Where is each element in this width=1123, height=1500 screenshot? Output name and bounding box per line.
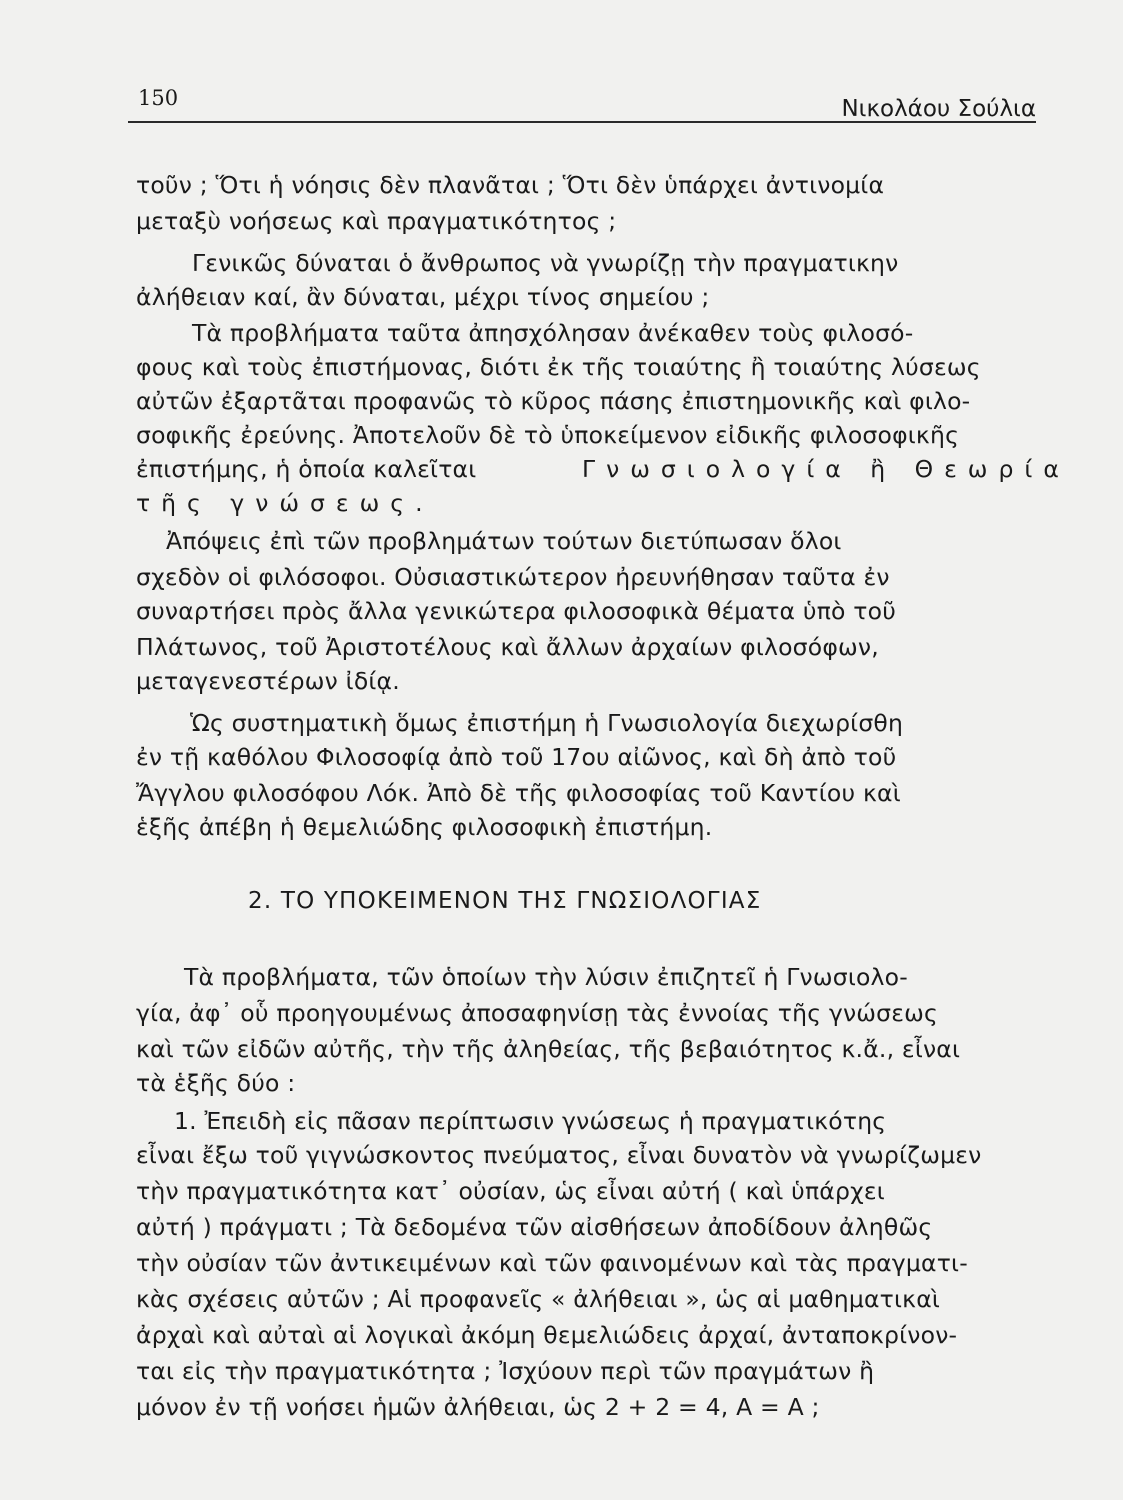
text-line: τὴν πραγματικότητα κατ᾽ οὐσίαν, ὡς εἶναι αὐτή ( καὶ ὑπάρχει [136, 1177, 885, 1205]
text-line: φους καὶ τοὺς ἐπιστήμονας, διότι ἐκ τῆς τοιαύτης ἢ τοιαύτης λύσεως [136, 353, 981, 381]
text-line: κὰς σχέσεις αὐτῶν ; Αἱ προφανεῖς « ἀλήθειαι », ὡς αἱ μαθηματικαὶ [136, 1285, 941, 1313]
text-line: γία, ἀφ᾽ οὗ προηγουμένως ἀποσαφηνίσῃ τὰς ἐννοίας τῆς γνώσεως [136, 999, 939, 1027]
text-line: αὐτή ) πράγματι ; Τὰ δεδομένα τῶν αἰσθήσεων ἀποδίδουν ἀληθῶς [136, 1213, 933, 1241]
text-line: Τὰ προβλήματα ταῦτα ἀπησχόλησαν ἀνέκαθεν τοὺς φιλοσό- [192, 319, 914, 347]
text-line: μεταξὺ νοήσεως καὶ πραγματικότητος ; [136, 207, 617, 235]
text-line: Ἄγγλου φιλοσόφου Λόκ. Ἀπὸ δὲ τῆς φιλοσοφίας τοῦ Καντίου καὶ [136, 779, 901, 807]
section-heading: 2. ΤΟ ΥΠΟΚΕΙΜΕΝΟΝ ΤΗΣ ΓΝΩΣΙΟΛΟΓΙΑΣ [248, 888, 762, 914]
text-line: ἐν τῇ καθόλου Φιλοσοφίᾳ ἀπὸ τοῦ 17ου αἰῶνος, καὶ δὴ ἀπὸ τοῦ [136, 743, 897, 771]
running-head: Νικολάου Σούλια [841, 96, 1036, 122]
text-line: σοφικῆς ἐρεύνης. Ἀποτελοῦν δὲ τὸ ὑποκείμενον εἰδικῆς φιλοσοφικῆς [136, 421, 960, 449]
text-line-spaced: τῆς γνώσεως. [136, 489, 434, 517]
text-line: μόνον ἐν τῇ νοήσει ἡμῶν ἀλήθειαι, ὡς 2 + 2 = 4, Α = Α ; [136, 1393, 820, 1421]
text-line: Τὰ προβλήματα, τῶν ὁποίων τὴν λύσιν ἐπιζητεῖ ἡ Γνωσιολο- [184, 963, 908, 991]
text-line: 1. Ἐπειδὴ εἰς πᾶσαν περίπτωσιν γνώσεως ἡ πραγματικότης [174, 1107, 887, 1135]
text-line: Ἀπόψεις ἐπὶ τῶν προβλημάτων τούτων διετύπωσαν ὅλοι [166, 527, 842, 555]
text-line: καὶ τῶν εἰδῶν αὐτῆς, τὴν τῆς ἀληθείας, τῆς βεβαιότητος κ.ἄ., εἶναι [136, 1035, 961, 1063]
text-line: αὐτῶν ἐξαρτᾶται προφανῶς τὸ κῦρος πάσης ἐπιστημονικῆς καὶ φιλο- [136, 387, 971, 415]
text-line: συναρτήσει πρὸς ἄλλα γενικώτερα φιλοσοφικὰ θέματα ὑπὸ τοῦ [136, 597, 897, 625]
text-line: Πλάτωνος, τοῦ Ἀριστοτέλους καὶ ἄλλων ἀρχαίων φιλοσόφων, [136, 633, 879, 661]
text-line: Ὡς συστηματικὴ ὅμως ἐπιστήμη ἡ Γνωσιολογία διεχωρίσθη [190, 709, 904, 737]
text-line: ἑξῆς ἀπέβη ἡ θεμελιώδης φιλοσοφικὴ ἐπιστήμη. [136, 813, 713, 841]
text-line: τὴν οὐσίαν τῶν ἀντικειμένων καὶ τῶν φαινομένων καὶ τὰς πραγματι- [136, 1249, 968, 1277]
text-line: εἶναι ἔξω τοῦ γιγνώσκοντος πνεύματος, εἶναι δυνατὸν νὰ γνωρίζωμεν [136, 1141, 982, 1169]
text-line: τὰ ἑξῆς δύο : [136, 1069, 296, 1097]
text-line: τοῦν ; Ὅτι ἡ νόησις δὲν πλανᾶται ; Ὅτι δὲν ὑπάρχει ἀντινομία [136, 171, 885, 199]
header-rule [128, 121, 1036, 123]
text-line: ται εἰς τὴν πραγματικότητα ; Ἰσχύουν περὶ τῶν πραγμάτων ἢ [136, 1357, 875, 1385]
page-number: 150 [138, 86, 179, 110]
text-line: ἀλήθειαν καί, ἂν δύναται, μέχρι τίνος σημείου ; [136, 283, 710, 311]
text-line: ἀρχαὶ καὶ αὐταὶ αἱ λογικαὶ ἀκόμη θεμελιώδεις ἀρχαί, ἀνταποκρίνον- [136, 1321, 958, 1349]
page-header [128, 78, 1036, 122]
text-line: μεταγενεστέρων ἰδίᾳ. [136, 667, 400, 695]
text-line: σχεδὸν οἱ φιλόσοφοι. Οὐσιαστικώτερον ἠρευνήθησαν ταῦτα ἐν [136, 563, 890, 591]
text-line: ἐπιστήμης, ἡ ὁποία καλεῖται [136, 455, 477, 483]
text-line: Γενικῶς δύναται ὁ ἄνθρωπος νὰ γνωρίζῃ τὴν πραγματικην [192, 249, 899, 277]
text-line-spaced: Γνωσιολογία ἢ Θεωρία [582, 455, 1070, 483]
